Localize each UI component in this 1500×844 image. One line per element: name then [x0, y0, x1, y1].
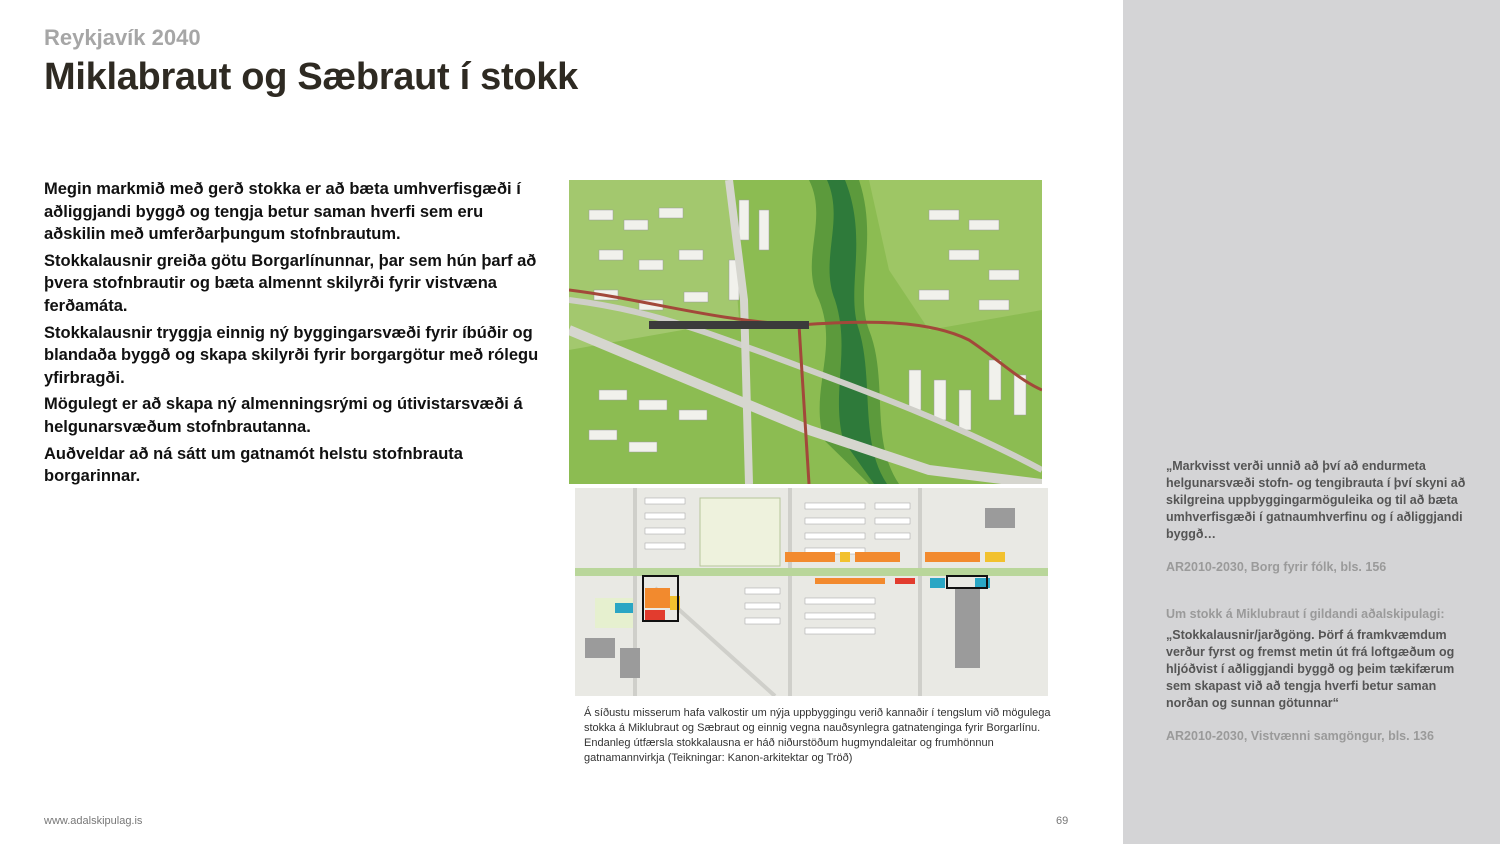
body-text [44, 178, 544, 492]
body-paragraph: Megin markmið með gerð stokka er að bæta umhverfisgæði í aðliggjandi byggð og tengja betur saman hverfi sem eru aðskilin með umferðarþungum stofnbrautum. [44, 180, 521, 244]
sidebar-reference: AR2010-2030, Borg fyrir fólk, bls. 156 [1166, 560, 1387, 574]
body-paragraph: Mögulegt er að skapa ný almenningsrými og útivistarsvæði á helgunarsvæðum stofnbrautanna. [44, 395, 523, 436]
sidebar-heading: Um stokk á Miklubraut í gildandi aðalskipulagi: [1166, 607, 1445, 621]
sidebar-quote: „Markvisst verði unnið að því að endurmeta helgunarsvæði stofn- og tengibrauta í því skyni að skilgreina uppbyggingarmöguleika og til að bæta umhverfisgæði í gatnaumhverfinu og í aðliggjandi byggð… [1166, 459, 1466, 541]
page-title: Miklabraut og Sæbraut í stokk [44, 56, 578, 98]
footer-website-link[interactable]: www.adalskipulag.is [44, 815, 143, 827]
body-paragraph: Stokkalausnir tryggja einnig ný byggingarsvæði fyrir íbúðir og blandaða byggð og skapa skilyrði fyrir borgargötur með rólegu yfirbragði. [44, 323, 539, 387]
document-subtitle: Reykjavík 2040 [44, 25, 201, 50]
body-paragraph: Auðveldar að ná sátt um gatnamót helstu stofnbrauta borgarinnar. [44, 444, 463, 486]
site-plan-illustration [575, 488, 1048, 696]
aerial-map-illustration [569, 180, 1042, 484]
body-paragraph: Stokkalausnir greiða götu Borgarlínunnar, þar sem hún þarf að þvera stofnbrautir og bæta almennt skilyrði fyrir vistvæna ferðamáta. [44, 251, 537, 315]
right-sidebar-panel [1123, 0, 1500, 844]
sidebar-quote: „Stokkalausnir/jarðgöng. Þörf á framkvæmdum verður fyrst og fremst metin út frá loftgæðum og hljóðvist í aðliggjandi byggð og þeim tækifærum sem skapast við að tengja hverfi betur saman norðan og sunnan götunnar“ [1166, 628, 1455, 710]
image-caption: Á síðustu misserum hafa valkostir um nýja uppbyggingu verið kannaðir í tengslum við mögulega stokka á Miklubraut og Sæbraut og einnig vegna nauðsynlegra gatnatenginga fyrir Borgarlínu. Endanleg útfærsla stokkalausna er háð niðurstöðum hugmyndaleitar og frumhönnun gatnamannvirkja (Teikningar: Kanon-arkitektar og Tröð) [584, 707, 1051, 764]
page-number: 69 [1056, 815, 1069, 827]
sidebar-reference: AR2010-2030, Vistvænni samgöngur, bls. 136 [1166, 729, 1434, 743]
